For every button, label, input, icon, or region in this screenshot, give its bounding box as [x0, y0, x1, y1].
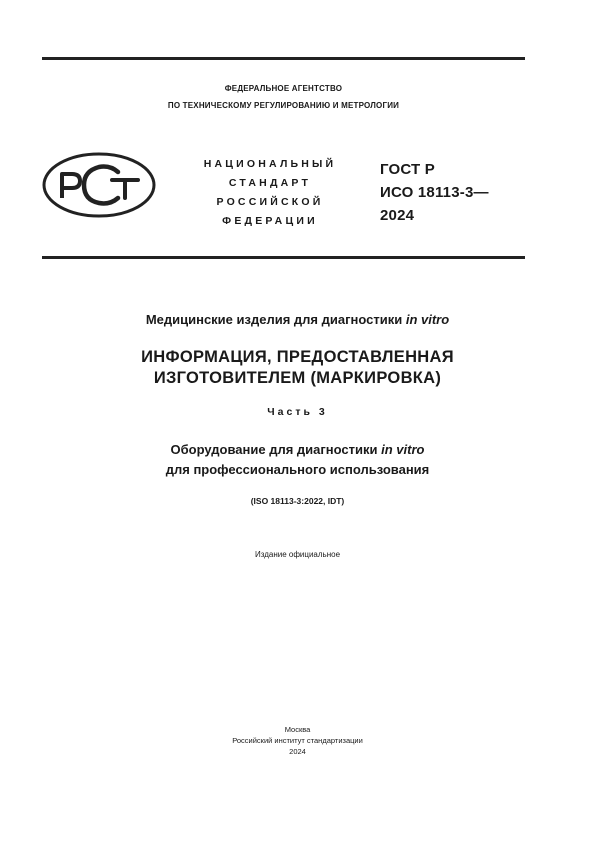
standard-type-line-2: СТАНДАРТ: [228, 177, 312, 189]
middle-rule: [42, 256, 525, 259]
subtitle-italic: in vitro: [405, 312, 450, 327]
edition-note: Издание официальное: [254, 550, 341, 559]
document-title: [0, 347, 595, 389]
subtitle-text: Медицинские изделия для диагностики: [145, 312, 406, 327]
part-title-italic: in vitro: [381, 442, 425, 457]
rst-emblem-icon: [42, 152, 156, 218]
imprint: [0, 724, 595, 757]
standard-type-line-1: НАЦИОНАЛЬНЫЙ: [203, 158, 337, 170]
part-title-line-1: [0, 440, 595, 460]
part-title-line-2: для профессионального использования: [165, 462, 430, 477]
standard-type: [186, 155, 354, 231]
agency-line-2: ПО ТЕХНИЧЕСКОМУ РЕГУЛИРОВАНИЮ И МЕТРОЛОГИИ: [167, 101, 400, 110]
designation-line-3: 2024: [380, 207, 415, 224]
imprint-publisher: Российский институт стандартизации: [232, 736, 363, 745]
imprint-city: Москва: [284, 725, 311, 734]
designation-line-1: ГОСТ Р: [380, 161, 435, 178]
standard-designation: [380, 158, 489, 227]
part-title: [0, 440, 595, 480]
title-line-1: ИНФОРМАЦИЯ, ПРЕДОСТАВЛЕННАЯ: [141, 348, 454, 366]
standard-type-line-3: РОССИЙСКОЙ: [216, 196, 324, 208]
imprint-year: 2024: [289, 747, 306, 756]
designation-line-2: ИСО 18113-3—: [380, 184, 489, 201]
title-line-2: ИЗГОТОВИТЕЛЕМ (МАРКИРОВКА): [153, 369, 442, 387]
iso-reference: (ISO 18113-3:2022, IDT): [250, 496, 345, 506]
part-title-text: Оборудование для диагностики: [170, 442, 382, 457]
top-rule: [42, 57, 525, 60]
document-subtitle: [0, 312, 595, 327]
standard-type-line-4: ФЕДЕРАЦИИ: [222, 215, 318, 227]
agency-line-1: ФЕДЕРАЛЬНОЕ АГЕНТСТВО: [224, 84, 343, 93]
part-label: Часть 3: [267, 406, 328, 418]
